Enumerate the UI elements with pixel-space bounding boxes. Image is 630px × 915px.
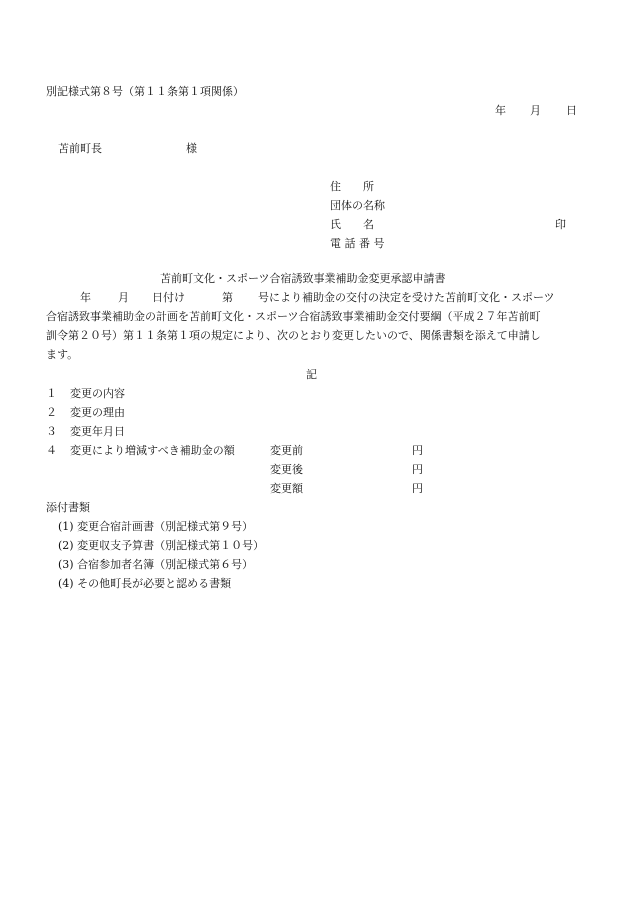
amount-before-label: 変更前 (270, 444, 303, 457)
body-year: 年 (80, 291, 91, 304)
attachment-item-4: (4) その他町長が必要と認める書類 (58, 577, 232, 590)
body-line-3: 訓令第２０号）第１１条第１項の規定により、次のとおり変更したいので、関係書類を添えて申請し (46, 329, 541, 342)
body-paragraph (46, 290, 582, 366)
body-line1-rest: 号により補助金の交付の決定を受けた苫前町文化・スポーツ (258, 291, 555, 304)
amount-diff-label: 変更額 (270, 482, 303, 495)
ki-marker: 記 (306, 368, 317, 381)
addressee-name: 苫前町長 (58, 142, 102, 155)
body-no-prefix: 第 (222, 291, 233, 304)
item-2-label: 変更の理由 (70, 406, 125, 419)
amount-diff-unit: 円 (412, 482, 423, 495)
amount-after-label: 変更後 (270, 463, 303, 476)
item-3-label: 変更年月日 (70, 425, 125, 438)
attachments-heading: 添付書類 (46, 501, 90, 514)
applicant-phone-label: 電 話 番 号 (330, 237, 385, 250)
attachment-item-3: (3) 合宿参加者名簿（別記様式第６号） (58, 558, 254, 571)
date-day-label: 日 (566, 104, 577, 117)
applicant-org-label: 団体の名称 (330, 199, 385, 212)
amount-before-unit: 円 (412, 444, 423, 457)
body-line-1 (46, 290, 582, 309)
date-month-label: 月 (530, 104, 541, 117)
form-reference: 別記様式第８号（第１１条第１項関係） (46, 85, 244, 98)
item-1-number: １ (46, 387, 57, 400)
amount-after-unit: 円 (412, 463, 423, 476)
body-line-2: 合宿誘致事業補助金の計画を苫前町文化・スポーツ合宿誘致事業補助金交付要綱（平成２７年苫前町 (46, 310, 541, 323)
body-line-4: ます。 (46, 348, 79, 361)
body-month: 月 (118, 291, 129, 304)
body-date-suffix: 日付け (152, 291, 185, 304)
item-3-number: ３ (46, 425, 57, 438)
attachment-item-2: (2) 変更収支予算書（別記様式第１０号） (58, 539, 265, 552)
date-year-label: 年 (495, 104, 506, 117)
applicant-name-label: 氏 名 (330, 218, 374, 231)
applicant-address-label: 住 所 (330, 180, 374, 193)
item-4-label: 変更により増減すべき補助金の額 (70, 444, 235, 457)
item-2-number: ２ (46, 406, 57, 419)
document-title: 苫前町文化・スポーツ合宿誘致事業補助金変更承認申請書 (160, 272, 446, 285)
item-1-label: 変更の内容 (70, 387, 125, 400)
item-4-number: ４ (46, 444, 57, 457)
seal-mark: 印 (555, 218, 566, 231)
attachment-item-1: (1) 変更合宿計画書（別記様式第９号） (58, 520, 254, 533)
addressee-honorific: 様 (186, 142, 197, 155)
